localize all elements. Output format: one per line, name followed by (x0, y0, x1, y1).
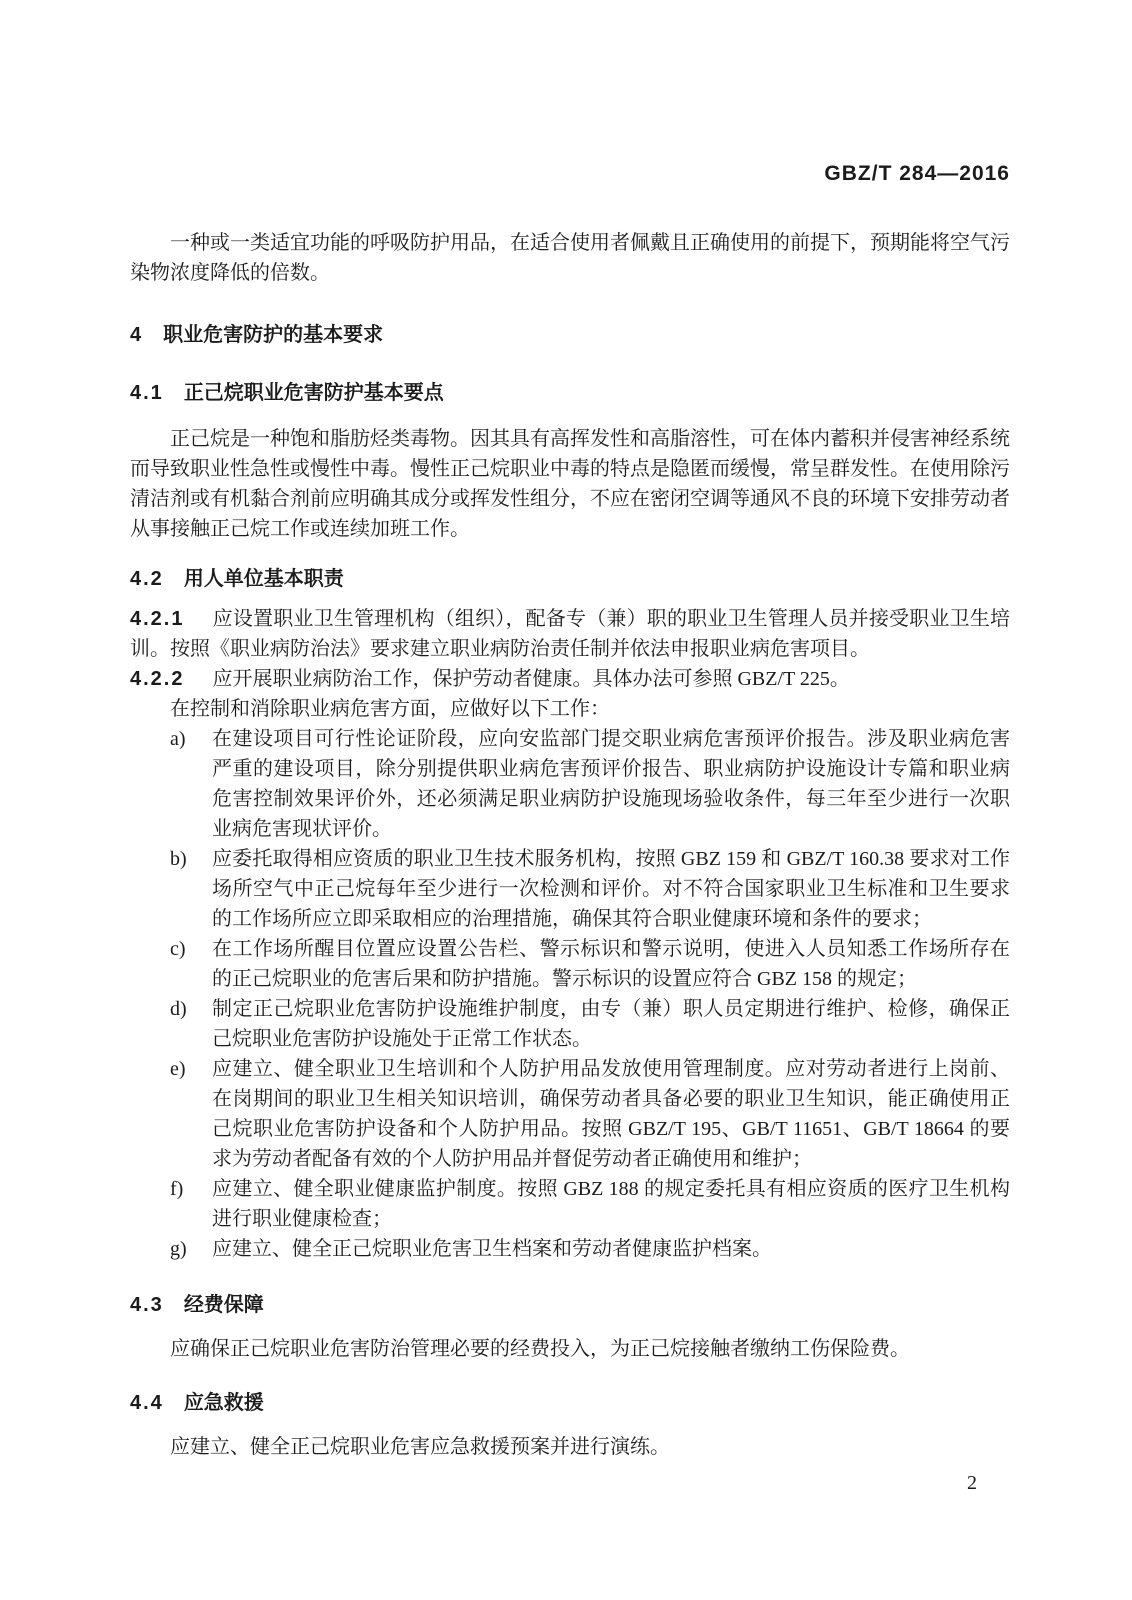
list-item-f (170, 1174, 1010, 1234)
list-item-text: 应建立、健全正己烷职业危害卫生档案和劳动者健康监护档案。 (212, 1238, 772, 1260)
page-number: 2 (967, 1472, 977, 1494)
clause-4-2-1 (130, 604, 1010, 664)
list-item-label: g) (170, 1238, 187, 1260)
section-4-3-heading (130, 1290, 1010, 1320)
section-4-heading (130, 320, 1010, 350)
list-item-d (170, 994, 1010, 1054)
list-item-text: 在建设项目可行性论证阶段，应向安监部门提交职业病危害预评价报告。涉及职业病危害严重的建设项目，除分别提供职业病危害预评价报告、职业病防护设施设计专篇和职业病危害控制效果评价外，还必须满足职业病防护设施现场验收条件，每三年至少进行一次职业病危害现状评价。 (212, 728, 1010, 840)
clause-4-2-2-text: 应开展职业病防治工作，保护劳动者健康。具体办法可参照 GBZ/T 225。 (212, 668, 850, 690)
section-4-1-heading (130, 378, 1010, 408)
list-item-c (170, 934, 1010, 994)
list-item-text: 应委托取得相应资质的职业卫生技术服务机构，按照 GBZ 159 和 GBZ/T 160.38 要求对工作场所空气中正己烷每年至少进行一次检测和评价。对不符合国家职业卫生标准和卫生要求的工作场所应立即采取相应的治理措施，确保其符合职业健康环境和条件的要求； (212, 848, 1010, 930)
clause-4-2-1-number: 4.2.1 (130, 608, 185, 630)
standard-code: GBZ/T 284—2016 (824, 162, 1010, 185)
section-4-title: 职业危害防护的基本要求 (163, 324, 384, 346)
intro-paragraph: 一种或一类适宜功能的呼吸防护用品，在适合使用者佩戴且正确使用的前提下，预期能将空气污染物浓度降低的倍数。 (130, 232, 1010, 284)
section-4-number: 4 (130, 324, 144, 346)
section-4-3-number: 4.3 (130, 1294, 164, 1316)
list-item-label: d) (170, 998, 187, 1020)
section-4-2-heading (130, 564, 1010, 594)
section-4-1-paragraph: 正己烷是一种饱和脂肪烃类毒物。因其具有高挥发性和高脂溶性，可在体内蓄积并侵害神经系统而导致职业性急性或慢性中毒。慢性正己烷职业中毒的特点是隐匿而缓慢，常呈群发性。在使用除污清洁剂或有机黏合剂前应明确其成分或挥发性组分，不应在密闭空调等通风不良的环境下安排劳动者从事接触正己烷工作或连续加班工作。 (130, 428, 1010, 540)
section-4-1-number: 4.1 (130, 382, 164, 404)
list-item-text: 制定正己烷职业危害防护设施维护制度，由专（兼）职人员定期进行维护、检修，确保正己烷职业危害防护设施处于正常工作状态。 (212, 998, 1010, 1050)
section-4-4-heading (130, 1388, 1010, 1418)
list-item-label: b) (170, 848, 187, 870)
list-item-text: 在工作场所醒目位置应设置公告栏、警示标识和警示说明，使进入人员知悉工作场所存在的正己烷职业的危害后果和防护措施。警示标识的设置应符合 GBZ 158 的规定； (212, 938, 1010, 990)
section-4-2-title: 用人单位基本职责 (183, 568, 344, 590)
list-item-g (170, 1234, 1010, 1264)
list-item-label: c) (170, 938, 186, 960)
list-item-label: a) (170, 728, 186, 750)
obligation-list (170, 724, 1010, 1264)
section-4-3-paragraph: 应确保正己烷职业危害防治管理必要的经费投入，为正己烷接触者缴纳工伤保险费。 (170, 1338, 910, 1360)
section-4-4-number: 4.4 (130, 1392, 164, 1414)
section-4-2-number: 4.2 (130, 568, 164, 590)
section-4-1-title: 正己烷职业危害防护基本要点 (183, 382, 444, 404)
page-header (130, 162, 1010, 186)
section-4-4-paragraph: 应建立、健全正己烷职业危害应急救援预案并进行演练。 (170, 1436, 670, 1458)
section-4-3-title: 经费保障 (183, 1294, 264, 1316)
list-item-text: 应建立、健全职业健康监护制度。按照 GBZ 188 的规定委托具有相应资质的医疗卫生机构进行职业健康检查； (212, 1178, 1010, 1230)
list-item-label: f) (170, 1178, 184, 1200)
list-item-e (170, 1054, 1010, 1174)
section-4-4-title: 应急救援 (183, 1392, 264, 1414)
list-item-a (170, 724, 1010, 844)
list-item-text: 应建立、健全职业卫生培训和个人防护用品发放使用管理制度。应对劳动者进行上岗前、在岗期间的职业卫生相关知识培训，确保劳动者具备必要的职业卫生知识，能正确使用正己烷职业危害防护设备和个人防护用品。按照 GBZ/T 195、GB/T 11651、GB/T 18664 的要求为劳动者配备有效的个人防护用品并督促劳动者正确使用和维护； (212, 1058, 1010, 1170)
clause-4-2-1-text: 应设置职业卫生管理机构（组织），配备专（兼）职的职业卫生管理人员并接受职业卫生培训。按照《职业病防治法》要求建立职业病防治责任制并依法申报职业病危害项目。 (130, 608, 1010, 660)
clause-4-2-2-number: 4.2.2 (130, 668, 185, 690)
clause-4-2-2 (130, 664, 1010, 694)
list-intro: 在控制和消除职业病危害方面，应做好以下工作： (170, 698, 610, 720)
list-item-label: e) (170, 1058, 186, 1080)
list-item-b (170, 844, 1010, 934)
